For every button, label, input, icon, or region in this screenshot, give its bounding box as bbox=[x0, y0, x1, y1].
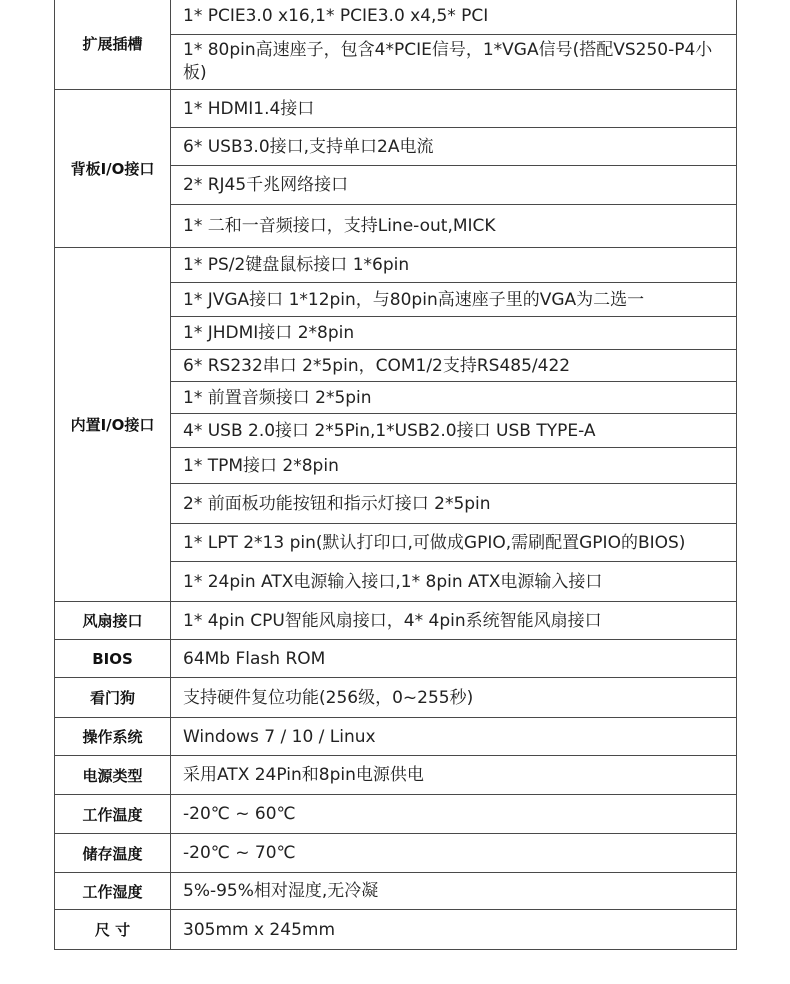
cell-value: 1* PCIE3.0 x16,1* PCIE3.0 x4,5* PCI bbox=[171, 0, 737, 35]
cell-value: 2* RJ45千兆网络接口 bbox=[171, 166, 737, 205]
cell-value: 6* RS232串口 2*5pin，COM1/2支持RS485/422 bbox=[171, 350, 737, 382]
cell-value: Windows 7 / 10 / Linux bbox=[171, 718, 737, 756]
cell-value: 1* 4pin CPU智能风扇接口，4* 4pin系统智能风扇接口 bbox=[171, 602, 737, 640]
cell-value: 1* JVGA接口 1*12pin，与80pin高速座子里的VGA为二选一 bbox=[171, 283, 737, 317]
row-label-storage-temp: 储存温度 bbox=[55, 834, 171, 873]
cell-value: 5%-95%相对湿度,无冷凝 bbox=[171, 873, 737, 910]
cell-value: 1* LPT 2*13 pin(默认打印口,可做成GPIO,需刷配置GPIO的BIOS) bbox=[171, 524, 737, 562]
row-label-watchdog: 看门狗 bbox=[55, 678, 171, 718]
cell-value: 1* 80pin高速座子，包含4*PCIE信号，1*VGA信号(搭配VS250-P4小板) bbox=[171, 35, 737, 90]
table-row bbox=[55, 90, 737, 128]
row-label-expansion-slots: 扩展插槽 bbox=[55, 0, 171, 90]
table-row bbox=[55, 795, 737, 834]
cell-value: 1* HDMI1.4接口 bbox=[171, 90, 737, 128]
row-label-humidity: 工作湿度 bbox=[55, 873, 171, 910]
cell-value: 6* USB3.0接口,支持单口2A电流 bbox=[171, 128, 737, 166]
cell-value: 支持硬件复位功能(256级，0~255秒) bbox=[171, 678, 737, 718]
row-label-dimensions: 尺 寸 bbox=[55, 910, 171, 950]
row-label-fan: 风扇接口 bbox=[55, 602, 171, 640]
table-row bbox=[55, 678, 737, 718]
spec-table bbox=[54, 0, 737, 950]
table-row bbox=[55, 718, 737, 756]
cell-value: 4* USB 2.0接口 2*5Pin,1*USB2.0接口 USB TYPE-A bbox=[171, 414, 737, 448]
row-label-power-type: 电源类型 bbox=[55, 756, 171, 795]
table-row bbox=[55, 248, 737, 283]
cell-value: 1* 24pin ATX电源输入接口,1* 8pin ATX电源输入接口 bbox=[171, 562, 737, 602]
table-row bbox=[55, 640, 737, 678]
table-row bbox=[55, 756, 737, 795]
cell-value: 1* JHDMI接口 2*8pin bbox=[171, 317, 737, 350]
cell-value: 1* TPM接口 2*8pin bbox=[171, 448, 737, 484]
table-row bbox=[55, 910, 737, 950]
cell-value: 1* 前置音频接口 2*5pin bbox=[171, 382, 737, 414]
cell-value: 采用ATX 24Pin和8pin电源供电 bbox=[171, 756, 737, 795]
row-label-bios: BIOS bbox=[55, 640, 171, 678]
row-label-os: 操作系统 bbox=[55, 718, 171, 756]
cell-value: -20℃ ~ 60℃ bbox=[171, 795, 737, 834]
cell-value: -20℃ ~ 70℃ bbox=[171, 834, 737, 873]
table-row bbox=[55, 834, 737, 873]
table-row bbox=[55, 0, 737, 35]
cell-value: 1* PS/2键盘鼠标接口 1*6pin bbox=[171, 248, 737, 283]
table-row bbox=[55, 873, 737, 910]
cell-value: 64Mb Flash ROM bbox=[171, 640, 737, 678]
cell-value: 305mm x 245mm bbox=[171, 910, 737, 950]
table-row bbox=[55, 602, 737, 640]
cell-value: 2* 前面板功能按钮和指示灯接口 2*5pin bbox=[171, 484, 737, 524]
row-label-internal-io: 内置I/O接口 bbox=[55, 248, 171, 602]
row-label-operating-temp: 工作温度 bbox=[55, 795, 171, 834]
row-label-rear-io: 背板I/O接口 bbox=[55, 90, 171, 248]
cell-value: 1* 二和一音频接口，支持Line-out,MICK bbox=[171, 205, 737, 248]
